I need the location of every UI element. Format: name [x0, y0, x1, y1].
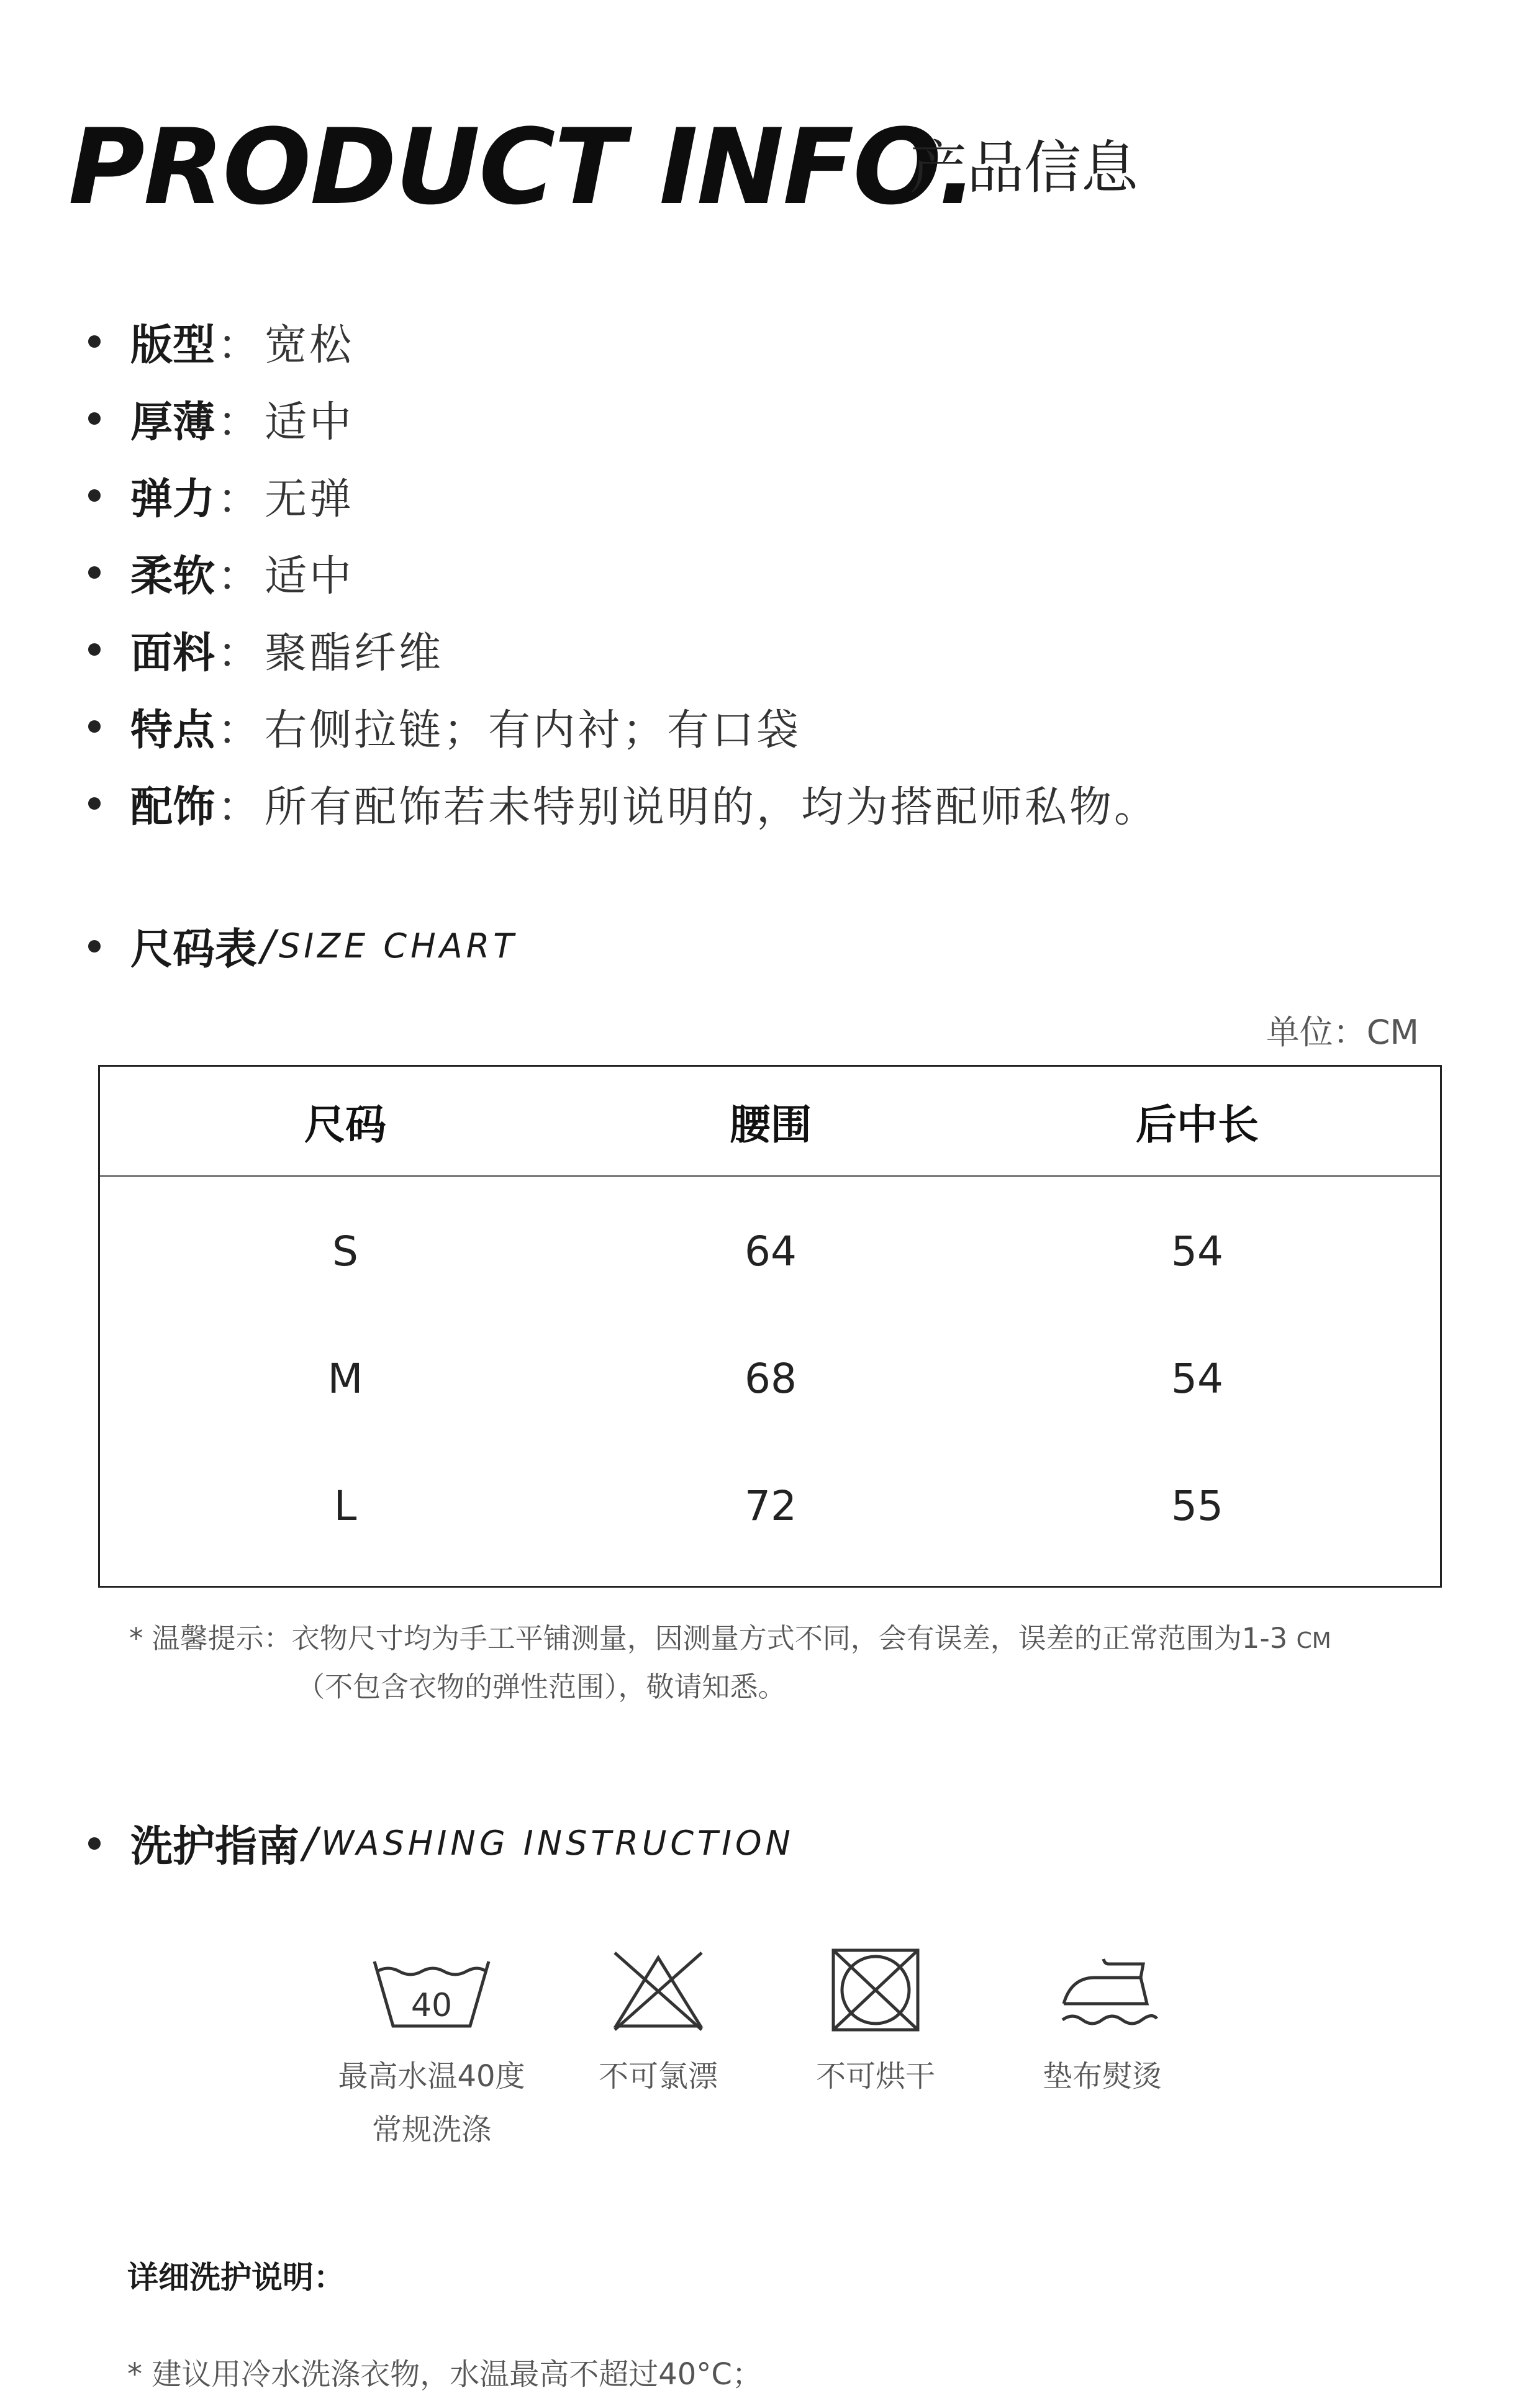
- table-cell: 64: [745, 1228, 797, 1275]
- attribute-value: 适中: [265, 397, 355, 447]
- bullet-icon: [88, 412, 101, 425]
- attribute-value: 右侧拉链；有内衬；有口袋: [265, 705, 802, 755]
- care-details-title: 详细洗护说明：: [127, 2260, 345, 2296]
- note-line: [129, 1616, 1331, 1664]
- care-label: 垫布熨烫: [1042, 2059, 1162, 2094]
- attribute-label: 柔软: [130, 551, 215, 601]
- attribute-item: [88, 380, 1159, 457]
- care-details-line: * 建议用冷水洗涤衣物，水温最高不超过40°C；: [127, 2357, 762, 2392]
- bullet-icon: [88, 643, 101, 656]
- iron-with-cloth-icon: [1034, 1947, 1171, 2033]
- table-row: [100, 1188, 1440, 1315]
- attribute-item: [88, 765, 1159, 842]
- table-row: [100, 1315, 1440, 1442]
- washing-title-cn: 洗护指南: [130, 1822, 300, 1871]
- attribute-label: 弹力: [130, 474, 215, 524]
- note-unit: CM: [1296, 1628, 1331, 1653]
- attribute-colon: ：: [217, 628, 260, 678]
- note-line: （不包含衣物的弹性范围），敬请知悉。: [297, 1670, 786, 1703]
- attribute-value: 无弹: [265, 474, 355, 524]
- attribute-colon: ：: [217, 782, 260, 832]
- washing-heading: [88, 1813, 794, 1873]
- measurement-note: [129, 1616, 1331, 1710]
- no-bleach-icon: [590, 1947, 727, 2033]
- care-item-dry: [745, 1947, 1006, 2103]
- page-title-cn: 产品信息: [910, 135, 1139, 201]
- attribute-colon: ：: [217, 551, 260, 601]
- attribute-item: [88, 457, 1159, 534]
- attribute-item: [88, 534, 1159, 611]
- attribute-item: [88, 611, 1159, 688]
- attribute-value: 所有配饰若未特别说明的，均为搭配师私物。: [265, 782, 1159, 832]
- care-label: 不可烘干: [815, 2059, 935, 2094]
- care-label: [301, 2050, 562, 2156]
- care-label-line: 常规洗涤: [371, 2112, 491, 2147]
- attribute-colon: ：: [217, 705, 260, 755]
- bullet-icon: [88, 1837, 101, 1850]
- attribute-label: 特点: [130, 705, 215, 755]
- care-label: 不可氯漂: [598, 2059, 718, 2094]
- bullet-icon: [88, 335, 101, 348]
- table-cell: 68: [745, 1355, 797, 1403]
- wash-40-icon: [363, 1947, 500, 2033]
- attribute-colon: ：: [217, 320, 260, 370]
- page-title: PRODUCT INFO.: [68, 106, 977, 228]
- attribute-colon: ：: [217, 474, 260, 524]
- attribute-label: 版型: [130, 320, 215, 370]
- table-cell: S: [332, 1228, 358, 1275]
- table-header-cell: 后中长: [1136, 1101, 1259, 1149]
- care-item-wash: [301, 1947, 562, 2156]
- attribute-list: [88, 303, 1159, 842]
- note-text: * 温馨提示：衣物尺寸均为手工平铺测量，因测量方式不同，会有误差，误差的正常范围为1-3: [129, 1622, 1297, 1655]
- table-cell: 55: [1171, 1482, 1223, 1530]
- attribute-label: 厚薄: [130, 397, 215, 447]
- attribute-value: 宽松: [265, 320, 355, 370]
- unit-label: 单位：CM: [1266, 1013, 1419, 1052]
- table-header-row: [100, 1067, 1440, 1177]
- heading-slash: /: [303, 1819, 317, 1868]
- wash-temp: 40: [410, 1987, 453, 2024]
- no-tumble-dry-icon: [807, 1947, 944, 2033]
- bullet-icon: [88, 720, 101, 733]
- attribute-item: [88, 303, 1159, 380]
- washing-title-en: WASHING INSTRUCTION: [320, 1824, 794, 1863]
- bullet-icon: [88, 489, 101, 502]
- bullet-icon: [88, 940, 101, 952]
- attribute-item: [88, 688, 1159, 765]
- attribute-value: 适中: [265, 551, 355, 601]
- bullet-icon: [88, 797, 101, 810]
- table-header-cell: 尺码: [304, 1101, 386, 1149]
- size-chart-heading: [88, 916, 517, 976]
- table-cell: 54: [1171, 1228, 1223, 1275]
- attribute-label: 面料: [130, 628, 215, 678]
- attribute-colon: ：: [217, 397, 260, 447]
- care-label-line: 最高水温40度: [338, 2059, 525, 2094]
- size-table: [98, 1065, 1442, 1588]
- attribute-value: 聚酯纤维: [265, 628, 444, 678]
- attribute-label: 配饰: [130, 782, 215, 832]
- table-row: [100, 1442, 1440, 1570]
- bullet-icon: [88, 566, 101, 579]
- size-chart-title-cn: 尺码表: [130, 925, 258, 974]
- table-cell: M: [327, 1355, 363, 1403]
- table-header-cell: 腰围: [730, 1101, 812, 1149]
- table-cell: 72: [745, 1482, 797, 1530]
- heading-slash: /: [261, 921, 275, 970]
- size-chart-title-en: SIZE CHART: [278, 926, 518, 966]
- table-cell: 54: [1171, 1355, 1223, 1403]
- table-cell: L: [333, 1482, 357, 1530]
- care-item-iron: [972, 1947, 1233, 2103]
